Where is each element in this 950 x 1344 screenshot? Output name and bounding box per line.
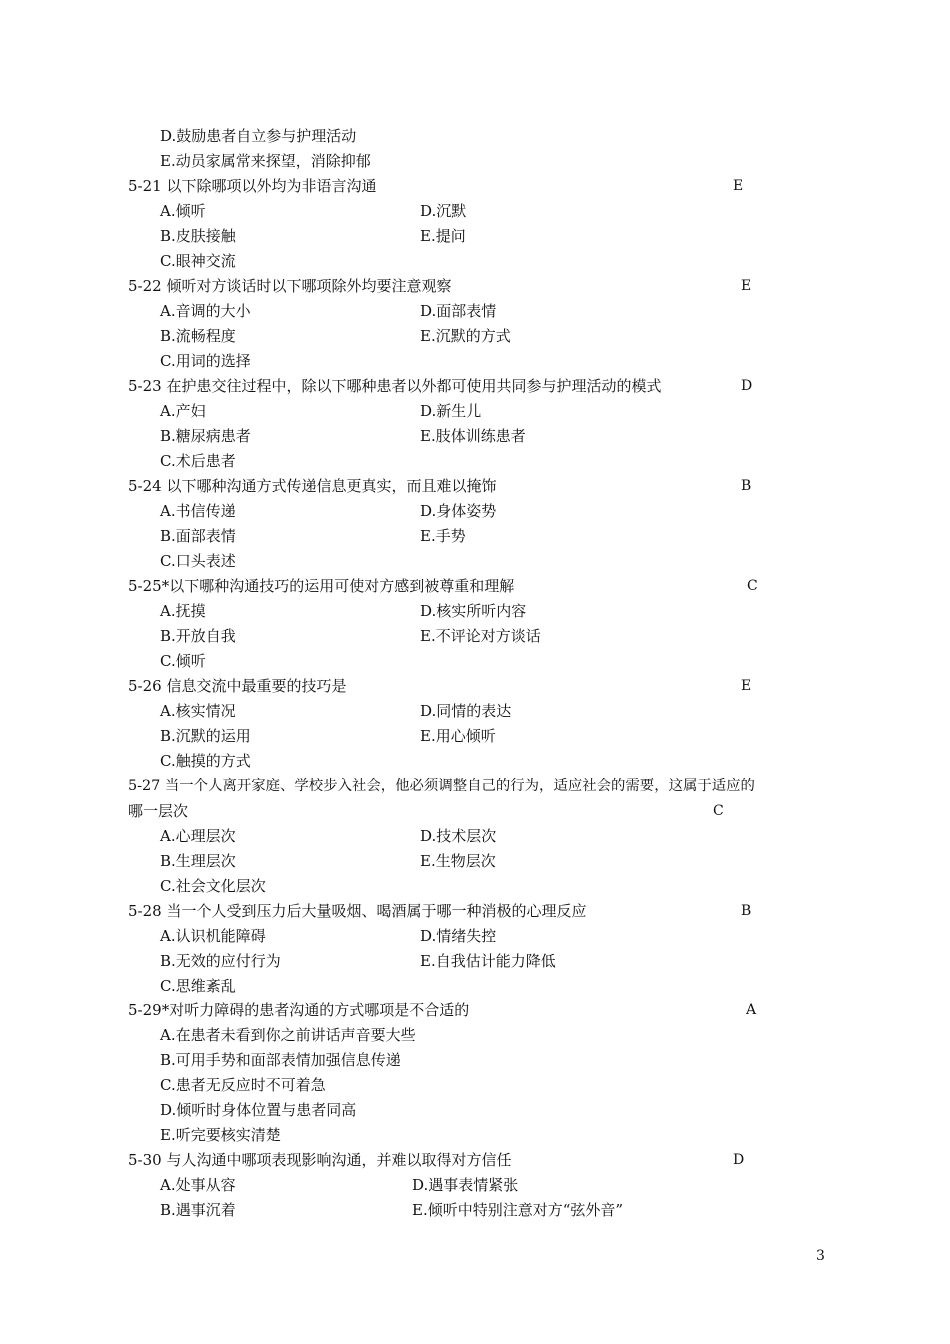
option-text: D.核实所听内容 xyxy=(420,602,527,620)
option-text: D.沉默 xyxy=(420,202,467,220)
option-text: E.用心倾听 xyxy=(420,727,496,745)
option-text: B.生理层次 xyxy=(160,852,236,870)
page-number: 3 xyxy=(816,1248,825,1264)
option-text: A.在患者未看到你之前讲话声音要大些 xyxy=(160,1026,416,1044)
option-text: D.情绪失控 xyxy=(420,927,497,945)
option-text: D.身体姿势 xyxy=(420,502,497,520)
question-stem: 5-23 在护患交往过程中，除以下哪种患者以外都可使用共同参与护理活动的模式 xyxy=(128,377,662,395)
option-text: E.沉默的方式 xyxy=(420,327,511,345)
question-stem: 5-25*以下哪种沟通技巧的运用可使对方感到被尊重和理解 xyxy=(128,577,515,595)
question-stem: 5-30 与人沟通中哪项表现影响沟通，并难以取得对方信任 xyxy=(128,1151,512,1169)
option-text: C.触摸的方式 xyxy=(160,752,251,770)
option-text: E.手势 xyxy=(420,527,466,545)
option-text: C.思维紊乱 xyxy=(160,977,236,995)
option-text: E.肢体训练患者 xyxy=(420,427,526,445)
option-text: A.心理层次 xyxy=(160,827,236,845)
option-text: C.倾听 xyxy=(160,652,206,670)
option-text: E.提问 xyxy=(420,227,466,245)
question-stem: 5-29*对听力障碍的患者沟通的方式哪项是不合适的 xyxy=(128,1001,470,1019)
option-text: B.沉默的运用 xyxy=(160,727,251,745)
option-text: D.面部表情 xyxy=(420,302,497,320)
answer-key: E xyxy=(741,678,752,694)
option-text: D.技术层次 xyxy=(420,827,497,845)
option-text: A.书信传递 xyxy=(160,502,236,520)
answer-key: D xyxy=(733,1152,745,1168)
question-stem: 5-21 以下除哪项以外均为非语言沟通 xyxy=(128,177,377,195)
option-text: D.新生儿 xyxy=(420,402,482,420)
question-stem: 5-28 当一个人受到压力后大量吸烟、喝酒属于哪一种消极的心理反应 xyxy=(128,902,587,920)
option-text: A.产妇 xyxy=(160,402,206,420)
option-text: B.无效的应付行为 xyxy=(160,952,281,970)
option-text: D.鼓励患者自立参与护理活动 xyxy=(160,127,357,145)
answer-key: B xyxy=(741,478,752,494)
option-text: E.倾听中特别注意对方“弦外音” xyxy=(412,1201,624,1219)
question-stem: 5-27 当一个人离开家庭、学校步入社会，他必须调整自己的行为，适应社会的需要，这属于适应的 xyxy=(128,778,755,794)
option-text: C.社会文化层次 xyxy=(160,877,266,895)
answer-key: C xyxy=(747,578,758,594)
option-text: B.面部表情 xyxy=(160,527,236,545)
option-text: E.动员家属常来探望，消除抑郁 xyxy=(160,152,371,170)
option-text: A.处事从容 xyxy=(160,1176,236,1194)
option-text: C.术后患者 xyxy=(160,452,236,470)
option-text: A.核实情况 xyxy=(160,702,236,720)
answer-key: B xyxy=(741,903,752,919)
answer-key: E xyxy=(741,278,752,294)
option-text: D.遇事表情紧张 xyxy=(412,1176,519,1194)
option-text: A.认识机能障碍 xyxy=(160,927,266,945)
option-text: D.同情的表达 xyxy=(420,702,512,720)
option-text: C.用词的选择 xyxy=(160,352,251,370)
option-text: B.皮肤接触 xyxy=(160,227,236,245)
option-text: A.音调的大小 xyxy=(160,302,251,320)
option-text: D.倾听时身体位置与患者同高 xyxy=(160,1101,357,1119)
option-text: E.生物层次 xyxy=(420,852,496,870)
option-text: E.听完要核实清楚 xyxy=(160,1126,281,1144)
option-text: B.遇事沉着 xyxy=(160,1201,236,1219)
option-text: B.可用手势和面部表情加强信息传递 xyxy=(160,1051,401,1069)
question-stem: 5-24 以下哪种沟通方式传递信息更真实，而且难以掩饰 xyxy=(128,477,497,495)
option-text: A.抚摸 xyxy=(160,602,206,620)
question-stem: 5-26 信息交流中最重要的技巧是 xyxy=(128,677,347,695)
option-text: E.自我估计能力降低 xyxy=(420,952,556,970)
answer-key: E xyxy=(733,178,744,194)
answer-key: C xyxy=(713,803,724,819)
answer-key: D xyxy=(741,378,753,394)
option-text: E.不评论对方谈话 xyxy=(420,627,541,645)
option-text: A.倾听 xyxy=(160,202,206,220)
option-text: C.口头表述 xyxy=(160,552,236,570)
option-text: B.糖尿病患者 xyxy=(160,427,251,445)
answer-key: A xyxy=(746,1002,757,1018)
option-text: C.患者无反应时不可着急 xyxy=(160,1076,326,1094)
question-stem: 5-22 倾听对方谈话时以下哪项除外均要注意观察 xyxy=(128,277,452,295)
option-text: B.开放自我 xyxy=(160,627,236,645)
option-text: C.眼神交流 xyxy=(160,252,236,270)
question-stem-continued: 哪一层次 xyxy=(128,802,189,820)
option-text: B.流畅程度 xyxy=(160,327,236,345)
